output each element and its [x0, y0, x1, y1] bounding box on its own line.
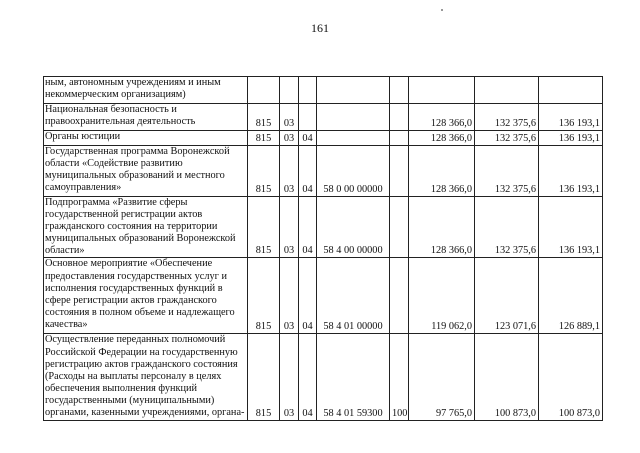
row-name: Осуществление переданных полномочий Российской Федерации на государственную регистрацию актов гражданского состояния (Расходы на выплаты персоналу в целях обеспечения выполнения функций государственными (муниципальными) органами, казенными учреждениями, органа-: [44, 334, 248, 421]
amount-year-3: 136 193,1: [539, 104, 603, 131]
vr-code: 100: [390, 334, 409, 421]
page-number: 161: [311, 21, 329, 35]
amount-year-3: 126 889,1: [539, 258, 603, 334]
rz-code: [280, 77, 299, 104]
amount-year-1: 128 366,0: [409, 146, 475, 197]
table-row: [44, 77, 603, 104]
table-row: [44, 104, 603, 131]
csr-code: 58 4 01 00000: [317, 258, 390, 334]
amount-year-3: 136 193,1: [539, 131, 603, 146]
vr-code: [390, 197, 409, 258]
row-name: Органы юстиции: [44, 131, 248, 146]
amount-year-1: 128 366,0: [409, 131, 475, 146]
csr-code: 58 4 01 59300: [317, 334, 390, 421]
pr-code: [299, 104, 317, 131]
pr-code: 04: [299, 131, 317, 146]
amount-year-1: 128 366,0: [409, 104, 475, 131]
csr-code: 58 4 00 00000: [317, 197, 390, 258]
row-name: Подпрограмма «Развитие сферы государственной регистрации актов гражданского состояния на территории муниципальных образований Воронежской области»: [44, 197, 248, 258]
csr-code: [317, 104, 390, 131]
amount-year-2: 123 071,6: [475, 258, 539, 334]
table-row: [44, 334, 603, 421]
amount-year-2: 132 375,6: [475, 146, 539, 197]
amount-year-2: 100 873,0: [475, 334, 539, 421]
vr-code: [390, 258, 409, 334]
ved-code: 815: [248, 197, 280, 258]
scan-speck: [441, 9, 443, 11]
table-row: [44, 197, 603, 258]
vr-code: [390, 146, 409, 197]
rz-code: 03: [280, 197, 299, 258]
vr-code: [390, 131, 409, 146]
ved-code: 815: [248, 334, 280, 421]
amount-year-3: 100 873,0: [539, 334, 603, 421]
amount-year-1: 119 062,0: [409, 258, 475, 334]
row-name: Национальная безопасность и правоохранительная деятельность: [44, 104, 248, 131]
rz-code: 03: [280, 131, 299, 146]
table-row: [44, 258, 603, 334]
amount-year-3: 136 193,1: [539, 197, 603, 258]
budget-table: [43, 76, 603, 421]
row-name: ным, автономным учреждениям и иным некоммерческим организациям): [44, 77, 248, 104]
amount-year-3: 136 193,1: [539, 146, 603, 197]
vr-code: [390, 77, 409, 104]
amount-year-3: [539, 77, 603, 104]
rz-code: 03: [280, 146, 299, 197]
pr-code: [299, 77, 317, 104]
amount-year-2: 132 375,6: [475, 104, 539, 131]
amount-year-1: 97 765,0: [409, 334, 475, 421]
amount-year-2: 132 375,6: [475, 131, 539, 146]
ved-code: 815: [248, 258, 280, 334]
amount-year-1: 128 366,0: [409, 197, 475, 258]
rz-code: 03: [280, 104, 299, 131]
ved-code: 815: [248, 104, 280, 131]
csr-code: [317, 77, 390, 104]
amount-year-2: [475, 77, 539, 104]
vr-code: [390, 104, 409, 131]
row-name: Основное мероприятие «Обеспечение предоставления государственных услуг и исполнения государственных функций в сфере регистрации актов гражданского состояния в полном объеме и надлежащего качества»: [44, 258, 248, 334]
csr-code: 58 0 00 00000: [317, 146, 390, 197]
amount-year-1: [409, 77, 475, 104]
pr-code: 04: [299, 146, 317, 197]
ved-code: [248, 77, 280, 104]
table-row: [44, 146, 603, 197]
row-name: Государственная программа Воронежской области «Содействие развитию муниципальных образований и местного самоуправления»: [44, 146, 248, 197]
pr-code: 04: [299, 334, 317, 421]
amount-year-2: 132 375,6: [475, 197, 539, 258]
pr-code: 04: [299, 258, 317, 334]
rz-code: 03: [280, 258, 299, 334]
rz-code: 03: [280, 334, 299, 421]
ved-code: 815: [248, 146, 280, 197]
pr-code: 04: [299, 197, 317, 258]
table-row: [44, 131, 603, 146]
csr-code: [317, 131, 390, 146]
ved-code: 815: [248, 131, 280, 146]
